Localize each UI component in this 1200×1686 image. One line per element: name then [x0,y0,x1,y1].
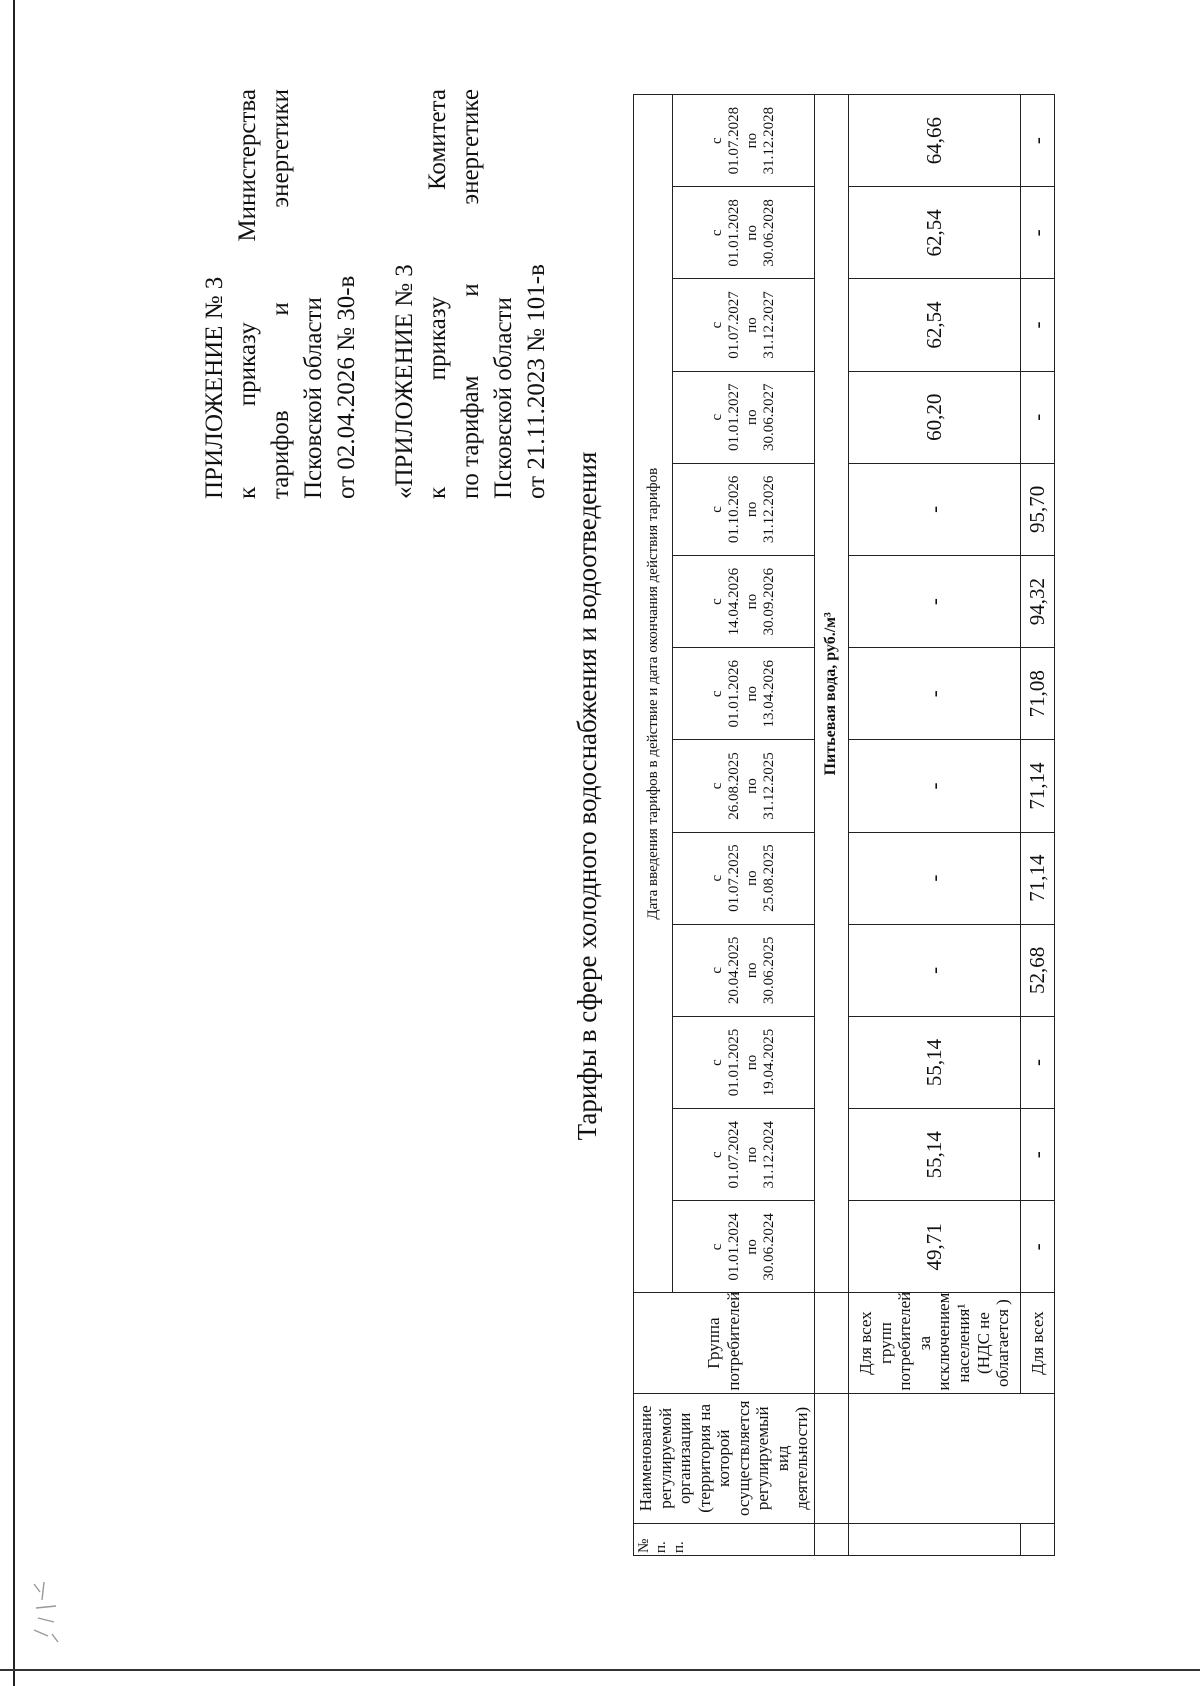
period-d2: 31.12.2027 [760,291,777,359]
appendix-old-line4: Псковской области [490,297,517,499]
period-from: с [709,321,726,329]
word: Министерства [234,89,261,242]
word: энергетики [267,89,294,208]
appendix-new [198,89,363,499]
header-row-top [634,95,673,1556]
word: и [267,302,294,316]
tariff-value-cell: - [848,740,1020,832]
period-from: с [709,1151,726,1159]
tariff-value-cell: 52,68 [1020,924,1054,1016]
period-d2: 31.12.2026 [760,475,777,544]
appendix-old-line5: от 21.11.2023 № 101-в [523,264,550,499]
word: приказу [424,296,451,381]
period-to: по [743,1054,760,1071]
period-to: по [743,1239,760,1255]
period-from: с [709,598,726,605]
tariff-value-cell: - [1020,1201,1054,1293]
word: приказу [234,322,261,407]
period-header-cell [673,279,815,371]
period-to: по [743,870,760,886]
period-from: с [709,506,726,513]
period-d2: 30.06.2025 [760,936,777,1005]
tariff-value-cell: 55,14 [848,1109,1020,1201]
period-d1: 14.04.2026 [726,567,743,636]
header-consumer-group: Группа потребителей [634,1293,815,1393]
period-to: по [743,317,760,333]
period-to: по [743,778,760,794]
header-dates: Дата введения тарифов в действие и дата окончания действия тарифов [634,95,673,1293]
word: энергетике [457,89,484,205]
section-empty-cell [814,1393,848,1523]
period-d2: 30.06.2027 [760,383,777,451]
tariff-value-cell: - [848,463,1020,555]
word: тарифов [267,410,294,499]
tariff-value-cell: 55,14 [848,1016,1020,1108]
tariff-value-cell: 94,32 [1020,555,1054,647]
period-to: по [743,962,760,979]
period-d1: 01.07.2025 [726,844,743,912]
period-to: по [743,501,760,518]
tariff-table [633,94,1055,1556]
tariff-value-cell: - [848,555,1020,647]
tariff-value-cell: 62,54 [848,187,1020,279]
header-organization: Наименование регулируемой организации (территория на которой осуществляется регулируемый вид деятельности) [634,1393,815,1523]
period-d2: 13.04.2026 [760,660,777,728]
table-row [1020,95,1054,1556]
table-row [848,95,1020,1556]
appendix-old-line1: «ПРИЛОЖЕНИЕ № 3 [391,264,418,499]
period-to: по [743,409,760,425]
document-title: Тарифы в сфере холодного водоснабжения и водоотведения [572,451,602,1141]
appendix-old [388,89,553,499]
period-d1: 01.01.2027 [726,383,743,451]
section-title: Питьевая вода, руб./м³ [814,95,848,1293]
period-header-cell [673,95,815,187]
period-d2: 31.12.2025 [760,752,777,820]
tariff-value-cell: - [1020,1016,1054,1108]
period-to: по [743,225,760,241]
tariff-value-cell: 62,54 [848,279,1020,371]
word: Комитета [424,89,451,191]
period-to: по [743,593,760,610]
tariff-value-cell: 71,14 [1020,740,1054,832]
period-header-cell [673,832,815,924]
section-empty-cell [814,1293,848,1393]
row-number-cell [1020,1523,1054,1555]
period-from: с [709,966,726,974]
organization-cell [848,1393,1054,1523]
tariff-value-cell: 60,20 [848,371,1020,463]
period-header-cell [673,924,815,1016]
tariff-value-cell: - [848,832,1020,924]
period-d1: 01.10.2026 [726,475,743,544]
appendix-new-line5: от 02.04.2026 № 30-в [333,275,360,499]
appendix-new-line1: ПРИЛОЖЕНИЕ № 3 [201,276,228,499]
period-d2: 31.12.2024 [760,1120,777,1189]
word: к [424,486,451,499]
tariff-value-cell: - [1020,187,1054,279]
tariff-value-cell: - [848,648,1020,740]
period-header-cell [673,1201,815,1293]
period-header-cell [673,463,815,555]
tariff-value-cell: - [1020,95,1054,187]
tariff-value-cell: 71,08 [1020,648,1054,740]
word: по тарифам [457,375,484,499]
period-d1: 01.07.2027 [726,291,743,359]
period-header-cell [673,187,815,279]
period-d2: 31.12.2028 [760,106,777,175]
tariff-value-cell: - [1020,1109,1054,1201]
appendix-old-line3 [454,89,487,499]
word: и [457,283,484,297]
period-d2: 30.06.2028 [760,199,777,267]
period-d1: 01.01.2024 [726,1213,743,1281]
tariff-value-cell: 64,66 [848,95,1020,187]
period-from: с [709,690,726,698]
period-from: с [709,1059,726,1066]
period-to: по [743,132,760,149]
period-d1: 26.08.2025 [726,752,743,820]
tariff-value-cell: - [1020,371,1054,463]
period-d2: 25.08.2025 [760,844,777,912]
period-d2: 30.06.2024 [760,1213,777,1281]
period-d1: 01.07.2028 [726,106,743,175]
period-d2: 19.04.2025 [760,1028,777,1097]
section-empty-cell [814,1523,848,1555]
period-from: с [709,413,726,421]
period-from: с [709,874,726,882]
period-d1: 01.07.2024 [726,1120,743,1189]
appendix-new-line4: Псковской области [300,297,327,499]
word: к [234,486,261,499]
appendix-new-line3 [264,89,297,499]
consumer-group-cell: Для всех [1020,1293,1054,1393]
period-header-cell [673,740,815,832]
period-d1: 01.01.2028 [726,199,743,267]
header-number: № п. п. [634,1523,815,1555]
tariff-value-cell: - [1020,279,1054,371]
tariff-value-cell: - [848,924,1020,1016]
period-header-cell [673,555,815,647]
period-header-cell [673,1016,815,1108]
period-header-cell [673,648,815,740]
appendix-new-line2 [231,89,264,499]
period-d2: 30.09.2026 [760,567,777,636]
period-header-cell [673,1109,815,1201]
period-d1: 01.01.2026 [726,660,743,728]
period-from: с [709,137,726,144]
appendix-old-line2 [421,89,454,499]
tariff-value-cell: 71,14 [1020,832,1054,924]
consumer-group-cell: Для всех групп потребителей за исключением населения¹ (НДС не облагается ) [848,1293,1020,1393]
period-d1: 01.01.2025 [726,1028,743,1097]
period-from: с [709,782,726,790]
section-row [814,95,848,1556]
tariff-value-cell: 95,70 [1020,463,1054,555]
period-from: с [709,1243,726,1251]
period-header-cell [673,371,815,463]
period-to: по [743,685,760,702]
row-number-cell [848,1523,1020,1555]
period-from: с [709,229,726,237]
tariff-value-cell: 49,71 [848,1201,1020,1293]
period-d1: 20.04.2025 [726,936,743,1005]
period-to: по [743,1146,760,1163]
